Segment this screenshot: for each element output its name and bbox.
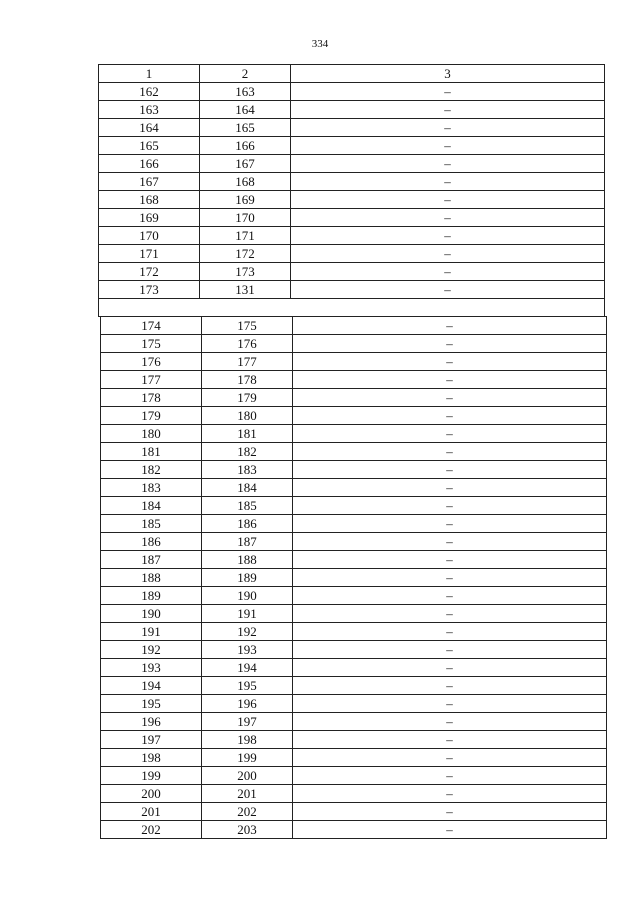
- table-cell-col-2: 163: [200, 83, 291, 101]
- table-row: [101, 677, 607, 695]
- table-cell-col-3: –: [293, 587, 607, 605]
- table-cell-col-3: –: [293, 749, 607, 767]
- table-cell-col-2: 201: [202, 785, 293, 803]
- table-cell-col-2: 188: [202, 551, 293, 569]
- table-cell-col-2: 179: [202, 389, 293, 407]
- table-cell-col-1: 164: [99, 119, 200, 137]
- table-cell-col-1: 179: [101, 407, 202, 425]
- table-cell-col-1: 198: [101, 749, 202, 767]
- table-cell-col-3: –: [291, 101, 605, 119]
- table-cell-col-1: 178: [101, 389, 202, 407]
- table-cell-col-2: 167: [200, 155, 291, 173]
- table-cell-col-3: –: [293, 371, 607, 389]
- table-row: [99, 263, 605, 281]
- table-cell-col-3: –: [293, 515, 607, 533]
- table-cell-col-3: –: [293, 443, 607, 461]
- table-row: [101, 389, 607, 407]
- table-cell-col-3: –: [293, 389, 607, 407]
- table-top-rows: [99, 83, 605, 299]
- table-row: [101, 353, 607, 371]
- page-number: 334: [311, 38, 329, 50]
- table-cell-col-3: –: [293, 713, 607, 731]
- table-cell-col-2: 175: [202, 317, 293, 335]
- table-cell-col-1: 201: [101, 803, 202, 821]
- table-row: [101, 317, 607, 335]
- table-row: [101, 407, 607, 425]
- table-cell-col-2: 194: [202, 659, 293, 677]
- table-row: [101, 587, 607, 605]
- table-row: [101, 695, 607, 713]
- table-row: [99, 137, 605, 155]
- table-cell-col-1: 174: [101, 317, 202, 335]
- table-header-row: [99, 65, 605, 83]
- table-cell-col-1: 185: [101, 515, 202, 533]
- table-cell-col-3: –: [291, 263, 605, 281]
- table-row: [99, 245, 605, 263]
- table-cell-col-1: 191: [101, 623, 202, 641]
- table-row: [101, 479, 607, 497]
- table-cell-col-3: –: [293, 623, 607, 641]
- table-cell-col-2: 195: [202, 677, 293, 695]
- table-cell-col-3: –: [293, 533, 607, 551]
- table-row: [101, 623, 607, 641]
- table-cell-col-2: 198: [202, 731, 293, 749]
- table-cell-col-2: 172: [200, 245, 291, 263]
- table-gap: [99, 299, 605, 317]
- table-cell-col-1: 172: [99, 263, 200, 281]
- table-gap-cell: [99, 299, 605, 317]
- table-cell-col-3: –: [291, 83, 605, 101]
- table-row: [101, 767, 607, 785]
- table-bottom-rows: [101, 317, 607, 839]
- table-cell-col-2: 173: [200, 263, 291, 281]
- table-cell-col-2: 196: [202, 695, 293, 713]
- table-cell-col-2: 166: [200, 137, 291, 155]
- table-row: [101, 461, 607, 479]
- table-cell-col-2: 189: [202, 569, 293, 587]
- table-cell-col-3: –: [291, 173, 605, 191]
- table-row: [99, 155, 605, 173]
- table-cell-col-1: 181: [101, 443, 202, 461]
- table-cell-col-1: 202: [101, 821, 202, 839]
- table-cell-col-3: –: [291, 281, 605, 299]
- table-row: [99, 227, 605, 245]
- table-cell-col-3: –: [291, 209, 605, 227]
- table-cell-col-2: 181: [202, 425, 293, 443]
- table-cell-col-2: 202: [202, 803, 293, 821]
- table-cell-col-2: 180: [202, 407, 293, 425]
- table-cell-col-1: 200: [101, 785, 202, 803]
- table-cell-col-2: 178: [202, 371, 293, 389]
- table-cell-col-3: –: [293, 461, 607, 479]
- table-cell-col-1: 188: [101, 569, 202, 587]
- table-cell-col-2: 164: [200, 101, 291, 119]
- table-row: [101, 731, 607, 749]
- table-cell-col-1: 167: [99, 173, 200, 191]
- table-cell-col-3: –: [293, 695, 607, 713]
- table-cell-col-3: –: [293, 641, 607, 659]
- table-cell-col-1: 166: [99, 155, 200, 173]
- table-row: [101, 659, 607, 677]
- table-row: [101, 713, 607, 731]
- table-row: [99, 101, 605, 119]
- data-table-top: [98, 64, 605, 317]
- table-cell-col-2: 187: [202, 533, 293, 551]
- table-row: [99, 173, 605, 191]
- table-cell-col-1: 193: [101, 659, 202, 677]
- table-cell-col-3: –: [293, 317, 607, 335]
- table-row: [99, 281, 605, 299]
- table-cell-col-1: 163: [99, 101, 200, 119]
- table-row: [101, 569, 607, 587]
- table-cell-col-1: 165: [99, 137, 200, 155]
- table-cell-col-1: 189: [101, 587, 202, 605]
- table-cell-col-1: 177: [101, 371, 202, 389]
- table-cell-col-1: 195: [101, 695, 202, 713]
- header-col-3: 3: [291, 65, 605, 83]
- table-cell-col-2: 170: [200, 209, 291, 227]
- table-cell-col-1: 180: [101, 425, 202, 443]
- table-cell-col-2: 169: [200, 191, 291, 209]
- table-row: [99, 191, 605, 209]
- table-cell-col-1: 190: [101, 605, 202, 623]
- table-cell-col-3: –: [291, 119, 605, 137]
- table-cell-col-3: –: [291, 245, 605, 263]
- table-cell-col-2: 171: [200, 227, 291, 245]
- table-row: [101, 785, 607, 803]
- table-row: [99, 83, 605, 101]
- table-cell-col-1: 192: [101, 641, 202, 659]
- table-cell-col-2: 193: [202, 641, 293, 659]
- table-cell-col-3: –: [293, 335, 607, 353]
- table-cell-col-1: 182: [101, 461, 202, 479]
- table-cell-col-3: –: [293, 605, 607, 623]
- table-cell-col-3: –: [293, 569, 607, 587]
- table-cell-col-3: –: [293, 659, 607, 677]
- table-cell-col-1: 196: [101, 713, 202, 731]
- table-row: [99, 119, 605, 137]
- table-cell-col-2: 185: [202, 497, 293, 515]
- table-cell-col-3: –: [291, 155, 605, 173]
- table-row: [101, 335, 607, 353]
- table-cell-col-2: 200: [202, 767, 293, 785]
- table-cell-col-1: 197: [101, 731, 202, 749]
- table-cell-col-1: 170: [99, 227, 200, 245]
- table-cell-col-1: 184: [101, 497, 202, 515]
- table-row: [101, 371, 607, 389]
- table-cell-col-2: 168: [200, 173, 291, 191]
- table-cell-col-2: 165: [200, 119, 291, 137]
- table-row: [101, 803, 607, 821]
- table-cell-col-2: 197: [202, 713, 293, 731]
- table-cell-col-3: –: [293, 767, 607, 785]
- table-cell-col-2: 190: [202, 587, 293, 605]
- table-cell-col-1: 176: [101, 353, 202, 371]
- table-cell-col-2: 191: [202, 605, 293, 623]
- table-cell-col-3: –: [293, 479, 607, 497]
- table-cell-col-1: 187: [101, 551, 202, 569]
- table-cell-col-2: 177: [202, 353, 293, 371]
- table-cell-col-2: 199: [202, 749, 293, 767]
- table-cell-col-3: –: [293, 785, 607, 803]
- table-row: [101, 425, 607, 443]
- table-cell-col-3: –: [293, 731, 607, 749]
- table-cell-col-2: 182: [202, 443, 293, 461]
- table-cell-col-2: 192: [202, 623, 293, 641]
- table-cell-col-3: –: [293, 407, 607, 425]
- table-gap-row: [99, 299, 605, 317]
- table-row: [101, 497, 607, 515]
- table-cell-col-3: –: [291, 191, 605, 209]
- table-cell-col-1: 194: [101, 677, 202, 695]
- data-table-bottom: [100, 316, 607, 839]
- table-cell-col-2: 131: [200, 281, 291, 299]
- table-cell-col-1: 183: [101, 479, 202, 497]
- table-cell-col-3: –: [293, 497, 607, 515]
- header-col-2: 2: [200, 65, 291, 83]
- table-row: [99, 209, 605, 227]
- table-row: [101, 749, 607, 767]
- table-cell-col-2: 184: [202, 479, 293, 497]
- table-cell-col-1: 169: [99, 209, 200, 227]
- table-top-body: [99, 65, 605, 83]
- table-row: [101, 605, 607, 623]
- table-cell-col-3: –: [293, 425, 607, 443]
- table-row: [101, 821, 607, 839]
- table-row: [101, 443, 607, 461]
- header-col-1: 1: [99, 65, 200, 83]
- table-cell-col-1: 171: [99, 245, 200, 263]
- table-cell-col-1: 186: [101, 533, 202, 551]
- table-cell-col-3: –: [291, 227, 605, 245]
- table-cell-col-3: –: [293, 551, 607, 569]
- table-cell-col-3: –: [293, 803, 607, 821]
- table-row: [101, 533, 607, 551]
- table-cell-col-1: 173: [99, 281, 200, 299]
- table-row: [101, 551, 607, 569]
- table-cell-col-3: –: [293, 677, 607, 695]
- table-row: [101, 641, 607, 659]
- table-row: [101, 515, 607, 533]
- table-cell-col-1: 162: [99, 83, 200, 101]
- table-cell-col-2: 186: [202, 515, 293, 533]
- table-cell-col-3: –: [293, 821, 607, 839]
- table-cell-col-2: 183: [202, 461, 293, 479]
- table-cell-col-1: 199: [101, 767, 202, 785]
- table-cell-col-1: 175: [101, 335, 202, 353]
- table-cell-col-2: 176: [202, 335, 293, 353]
- table-cell-col-1: 168: [99, 191, 200, 209]
- table-cell-col-3: –: [293, 353, 607, 371]
- table-cell-col-2: 203: [202, 821, 293, 839]
- table-cell-col-3: –: [291, 137, 605, 155]
